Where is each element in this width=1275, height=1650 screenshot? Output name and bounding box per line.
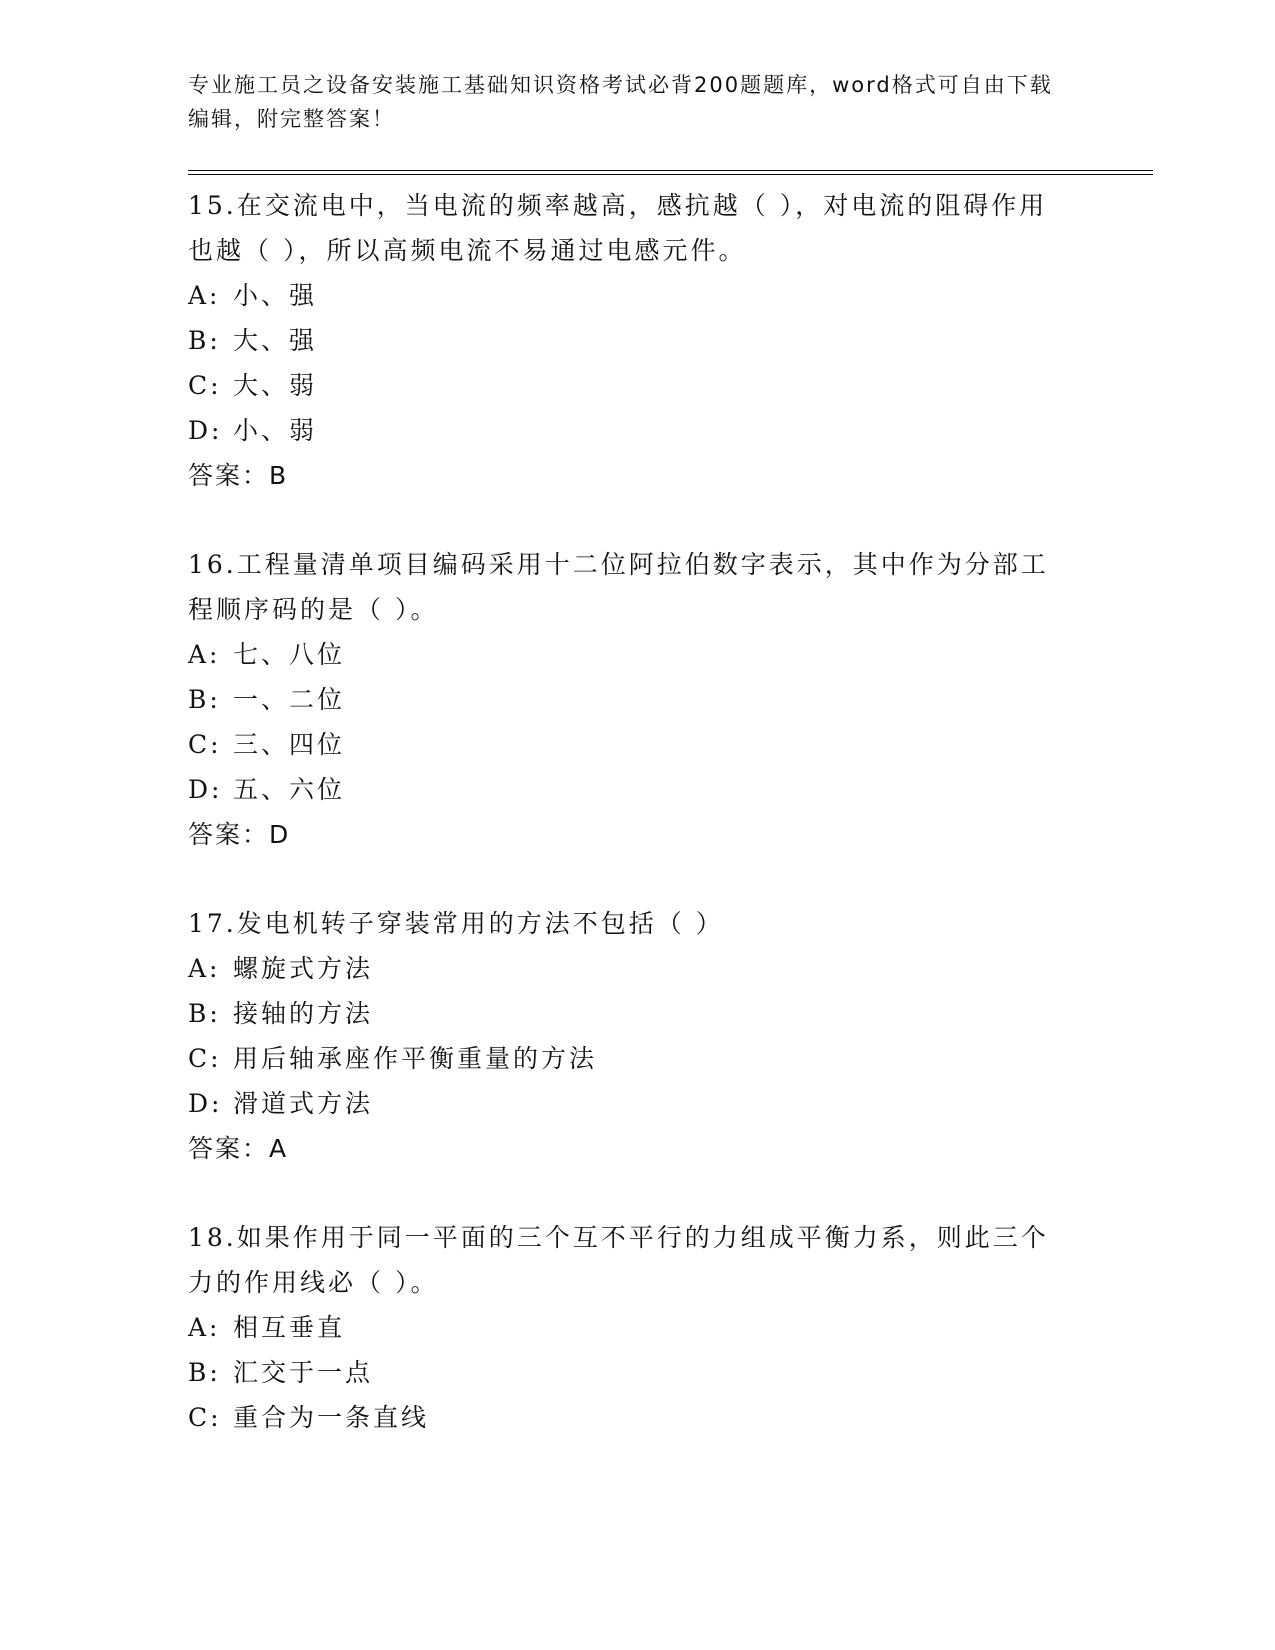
option-list [188,1305,1148,1440]
document-header: 专业施工员之设备安装施工基础知识资格考试必背200题题库，word格式可自由下载编辑，附完整答案！ [188,73,1053,131]
option-letter: B: [188,326,221,355]
option-d [188,1081,1148,1126]
option-letter: C: [188,1403,222,1432]
option-a [188,273,1148,318]
option-text: 滑道式方法 [233,1089,374,1118]
option-text: 大、强 [233,326,318,355]
option-letter: B: [188,1358,221,1387]
option-d [188,408,1148,453]
option-letter: A: [188,1313,221,1342]
answer-line: 答案：B [188,461,289,490]
document-page [188,68,1148,1440]
option-d [188,767,1148,812]
option-text: 一、二位 [233,685,346,714]
option-list [188,273,1148,453]
option-c [188,363,1148,408]
option-text: 螺旋式方法 [233,954,374,983]
option-letter: B: [188,685,221,714]
option-text: 接轴的方法 [233,999,374,1028]
option-list [188,632,1148,812]
option-letter: C: [188,730,222,759]
question-16 [188,542,1148,857]
header-divider [188,170,1153,175]
question-17 [188,901,1148,1171]
option-letter: C: [188,1044,222,1073]
option-text: 重合为一条直线 [233,1403,430,1432]
option-text: 小、强 [233,281,318,310]
option-b [188,1350,1148,1395]
option-letter: A: [188,954,221,983]
option-text: 汇交于一点 [233,1358,374,1387]
option-b [188,677,1148,722]
option-a [188,1305,1148,1350]
option-a [188,946,1148,991]
option-letter: D: [188,775,223,804]
option-text: 三、四位 [233,730,346,759]
option-letter: C: [188,371,222,400]
option-letter: B: [188,999,221,1028]
question-stem: 18.如果作用于同一平面的三个互不平行的力组成平衡力系，则此三个力的作用线必（ ）。 [188,1223,1049,1297]
option-letter: A: [188,281,221,310]
option-letter: D: [188,416,223,445]
option-b [188,318,1148,363]
answer-line: 答案：A [188,1134,289,1163]
option-text: 大、弱 [233,371,318,400]
option-b [188,991,1148,1036]
option-c [188,722,1148,767]
option-text: 七、八位 [233,640,346,669]
option-c [188,1395,1148,1440]
option-a [188,632,1148,677]
question-15 [188,183,1148,498]
question-stem: 17.发电机转子穿装常用的方法不包括（ ） [188,909,724,938]
option-letter: A: [188,640,221,669]
option-text: 五、六位 [233,775,346,804]
option-c [188,1036,1148,1081]
option-text: 相互垂直 [233,1313,346,1342]
question-stem: 16.工程量清单项目编码采用十二位阿拉伯数字表示，其中作为分部工程顺序码的是（ ）。 [188,550,1049,624]
option-text: 用后轴承座作平衡重量的方法 [233,1044,598,1073]
question-stem: 15.在交流电中，当电流的频率越高，感抗越（ ），对电流的阻碍作用也越（ ），所以高频电流不易通过电感元件。 [188,191,1048,265]
question-18 [188,1215,1148,1440]
option-list [188,946,1148,1126]
answer-line: 答案：D [188,820,291,849]
option-letter: D: [188,1089,223,1118]
option-text: 小、弱 [233,416,318,445]
